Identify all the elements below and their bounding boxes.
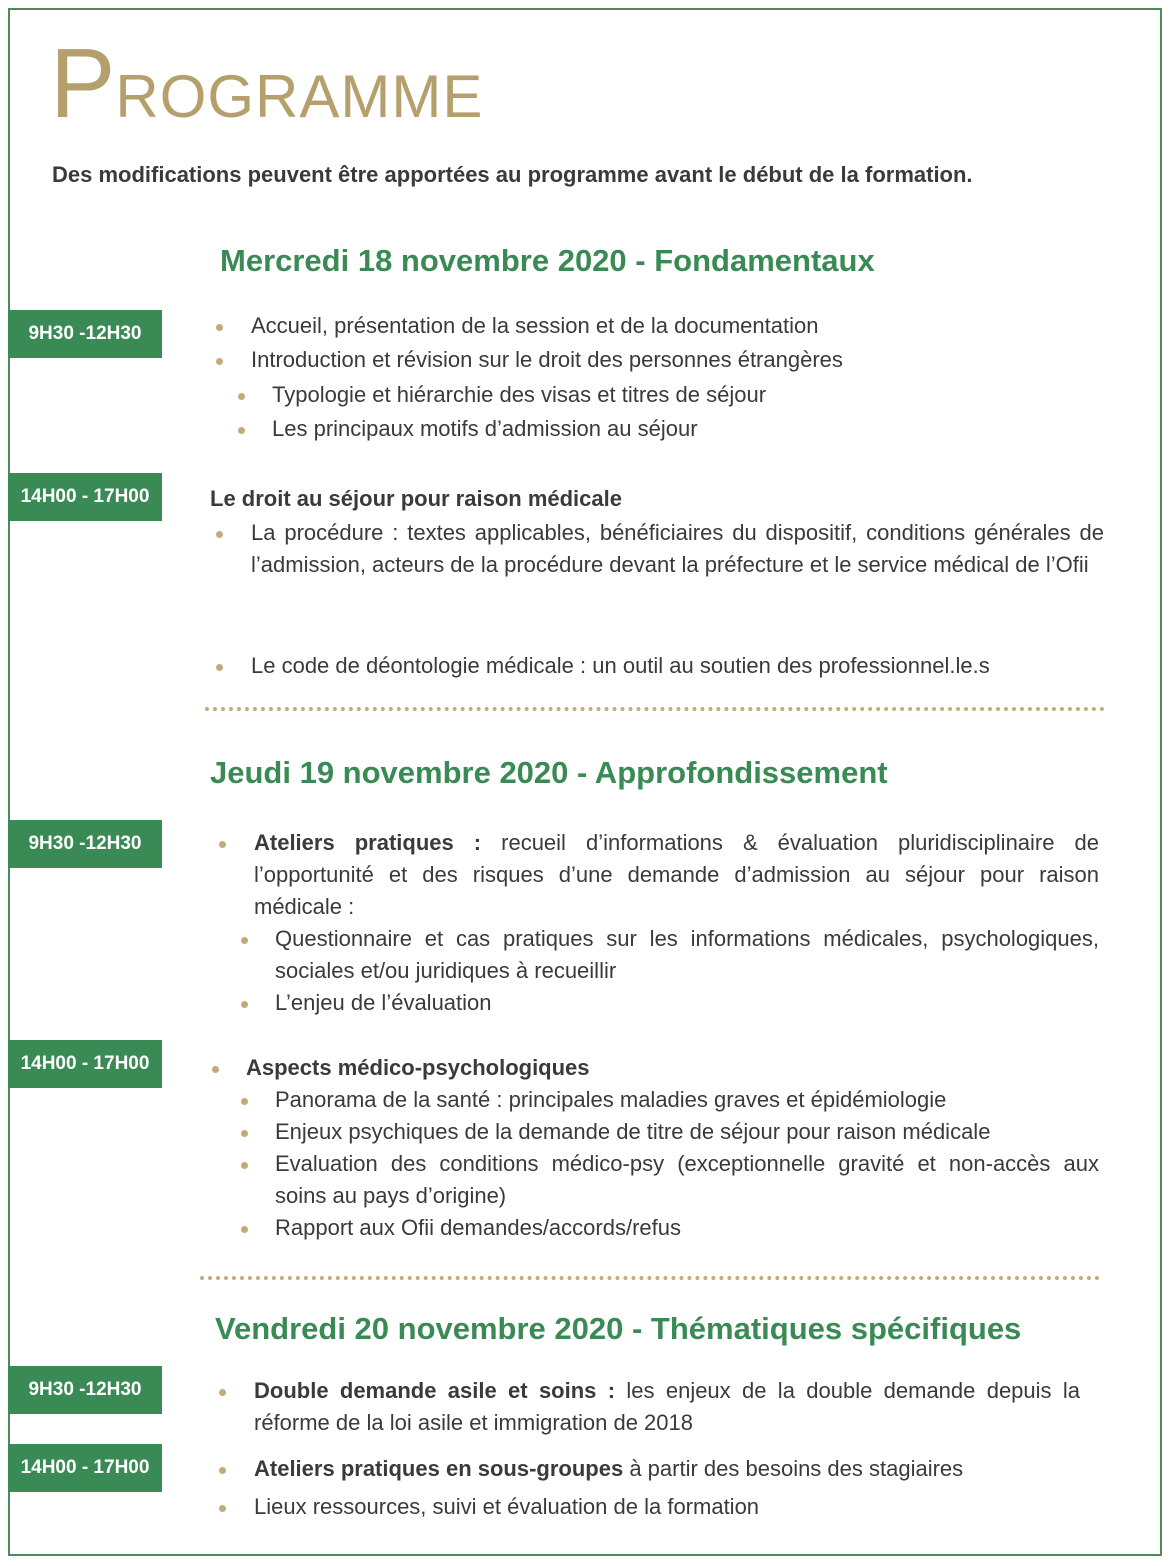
time-badge-day2-afternoon: 14H00 - 17H00: [8, 1040, 162, 1088]
list-item: Lieux ressources, suivi et évaluation de la formation: [254, 1494, 760, 1519]
bullet-icon: [241, 937, 248, 944]
page-title: [50, 28, 484, 138]
bullet-icon: [216, 664, 223, 671]
title-initial: P: [50, 28, 116, 138]
bullet-icon: [241, 1001, 248, 1008]
time-badge-day1-morning: 9H30 -12H30: [8, 310, 162, 358]
list-item: [254, 1453, 963, 1485]
bullet-icon: [238, 393, 245, 400]
lead-bold: Double demande asile et soins :: [254, 1378, 616, 1403]
day-heading-3: Vendredi 20 novembre 2020 - Thématiques spécifiques: [215, 1311, 1022, 1346]
section-divider: [200, 1276, 1100, 1280]
list-item: Rapport aux Ofii demandes/accords/refus: [275, 1215, 681, 1240]
time-badge-day3-morning: 9H30 -12H30: [8, 1366, 162, 1414]
title-rest: ROGRAMME: [115, 63, 484, 130]
list-item: L’enjeu de l’évaluation: [275, 990, 492, 1015]
bullet-icon: [241, 1098, 248, 1105]
bullet-icon: [241, 1226, 248, 1233]
bullet-icon: [219, 841, 226, 848]
list-item: [254, 827, 1099, 923]
bullet-icon: [216, 324, 223, 331]
bullet-icon: [219, 1505, 226, 1512]
bullet-icon: [212, 1066, 219, 1073]
list-item: Le code de déontologie médicale : un outil au soutien des professionnel.le.s: [251, 653, 990, 678]
section-divider: [205, 707, 1105, 711]
list-item: Les principaux motifs d’admission au séjour: [272, 416, 698, 441]
day-heading-2: Jeudi 19 novembre 2020 - Approfondissement: [210, 755, 888, 790]
list-item: Evaluation des conditions médico-psy (exceptionnelle gravité et non-accès aux soins au pays d’origine): [275, 1151, 1099, 1208]
bullet-icon: [216, 531, 223, 538]
day-heading-1: Mercredi 18 novembre 2020 - Fondamentaux: [220, 243, 875, 278]
bullet-icon: [241, 1162, 248, 1169]
bullet-icon: [238, 427, 245, 434]
time-badge-day1-afternoon: 14H00 - 17H00: [8, 473, 162, 521]
list-item: [254, 1375, 1080, 1439]
time-badge-day3-afternoon: 14H00 - 17H00: [8, 1444, 162, 1492]
list-item: La procédure : textes applicables, bénéficiaires du dispositif, conditions générales de l’admission, acteurs de la procédure devant la préfecture et le service médical de l’Ofii: [251, 520, 1104, 577]
notice-text: Des modifications peuvent être apportées au programme avant le début de la formation.: [52, 162, 973, 187]
list-item: Accueil, présentation de la session et de la documentation: [251, 313, 819, 338]
list-item: Enjeux psychiques de la demande de titre de séjour pour raison médicale: [275, 1119, 991, 1144]
lead-text: les enjeux de la double demande depuis la réforme de la loi asile et immigration de 2018: [254, 1378, 1080, 1435]
bullet-icon: [219, 1467, 226, 1474]
list-item: Typologie et hiérarchie des visas et titres de séjour: [272, 382, 767, 407]
list-item: Panorama de la santé : principales maladies graves et épidémiologie: [275, 1087, 947, 1112]
lead-bold: Ateliers pratiques :: [254, 830, 482, 855]
bullet-icon: [219, 1389, 226, 1396]
bullet-icon: [216, 358, 223, 365]
time-badge-day2-morning: 9H30 -12H30: [8, 820, 162, 868]
bullet-icon: [241, 1130, 248, 1137]
lead-text: à partir des besoins des stagiaires: [623, 1456, 964, 1481]
list-item: Questionnaire et cas pratiques sur les informations médicales, psychologiques, sociales et/ou juridiques à recueillir: [275, 926, 1099, 983]
section-subheading: Aspects médico-psychologiques: [246, 1055, 590, 1080]
lead-text: recueil d’informations & évaluation pluridisciplinaire de l’opportunité et des risques d’une demande d’admission au séjour pour raison médicale :: [254, 830, 1099, 919]
lead-bold: Ateliers pratiques en sous-groupes: [254, 1456, 624, 1481]
list-item: Introduction et révision sur le droit des personnes étrangères: [251, 347, 843, 372]
section-subheading: Le droit au séjour pour raison médicale: [210, 486, 622, 511]
